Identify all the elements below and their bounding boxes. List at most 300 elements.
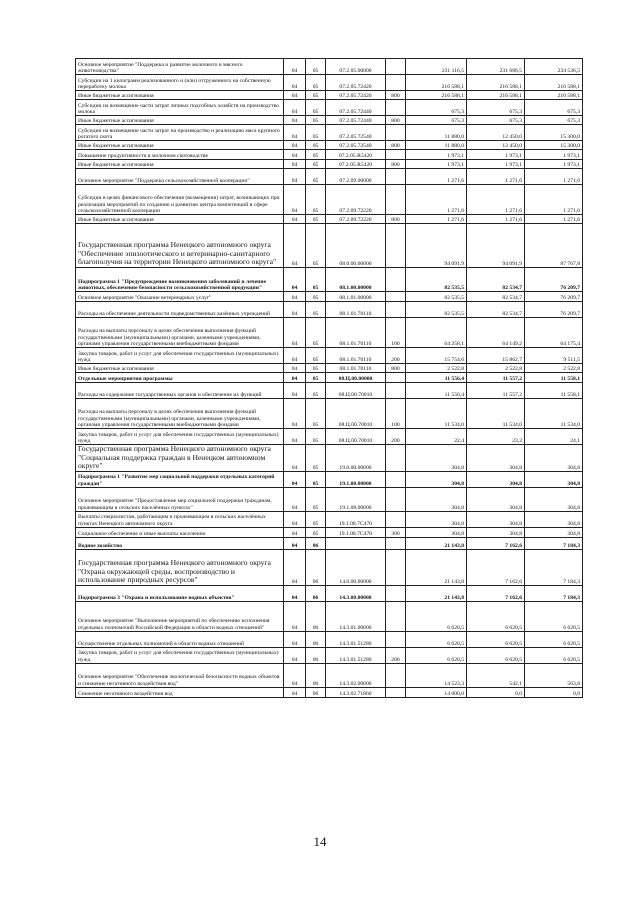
row-name: Отдельные мероприятия программы bbox=[76, 373, 284, 383]
row-amount-year-1: 11 556,4 bbox=[406, 373, 467, 383]
row-section: 04 bbox=[284, 302, 306, 318]
row-target-article: 07.2.05.R5420 bbox=[326, 160, 386, 169]
row-amount-year-2: 11 557,2 bbox=[467, 383, 525, 399]
row-name: Закупка товаров, работ и услуг для обеспечения государственных (муниципальных) нужд bbox=[76, 429, 284, 445]
row-amount-year-1: 11 556,4 bbox=[406, 383, 467, 399]
row-section: 04 bbox=[284, 687, 306, 697]
row-expense-type: 300 bbox=[386, 527, 406, 537]
row-expense-type bbox=[386, 445, 406, 472]
row-expense-type bbox=[386, 687, 406, 697]
row-subsection: 05 bbox=[306, 373, 326, 383]
row-name: Субсидии на возмещение части затрат личных подсобных хозяйств на производство молока bbox=[76, 100, 284, 116]
row-expense-type bbox=[386, 471, 406, 487]
row-amount-year-2: 304,8 bbox=[467, 527, 525, 537]
row-amount-year-2: 304,8 bbox=[467, 511, 525, 527]
row-amount-year-3: 2 522,8 bbox=[525, 364, 583, 373]
row-amount-year-2: 2 522,8 bbox=[467, 364, 525, 373]
row-subsection: 05 bbox=[306, 429, 326, 445]
row-name: Закупка товаров, работ и услуг для обеспечения государственных (муниципальных) нужд bbox=[76, 647, 284, 663]
row-name: Основное мероприятие "Поддержка сельскохозяйственной кооперации" bbox=[76, 169, 284, 185]
table-row bbox=[76, 373, 583, 383]
row-target-article: 19.1.08.7С470 bbox=[326, 527, 386, 537]
table-row bbox=[76, 487, 583, 511]
row-target-article: 19.0.00.00000 bbox=[326, 445, 386, 472]
row-amount-year-1: 82 535,5 bbox=[406, 302, 467, 318]
row-amount-year-1: 1 271,6 bbox=[406, 215, 467, 224]
row-expense-type: 100 bbox=[386, 318, 406, 348]
row-amount-year-2: 6 620,5 bbox=[467, 601, 525, 631]
row-amount-year-1: 675,3 bbox=[406, 116, 467, 125]
table-row bbox=[76, 150, 583, 160]
page-number: 14 bbox=[313, 834, 327, 849]
row-amount-year-3: 7 184,3 bbox=[525, 549, 583, 585]
row-expense-type bbox=[386, 125, 406, 141]
row-target-article: 14.3.02.71860 bbox=[326, 687, 386, 697]
row-name: Субсидии на возмещение части затрат на производство и реализацию мяса крупного рогатого скота bbox=[76, 125, 284, 141]
row-section: 04 bbox=[284, 125, 306, 141]
row-subsection: 05 bbox=[306, 292, 326, 302]
row-name: Основное мероприятие "Выполнение мероприятий по обеспечению исполнения отдельных полномочий Российской Федерации в области водных отношений" bbox=[76, 601, 284, 631]
row-subsection: 05 bbox=[306, 75, 326, 91]
row-target-article: 07.2.05.72540 bbox=[326, 125, 386, 141]
row-section: 04 bbox=[284, 585, 306, 601]
row-section: 04 bbox=[284, 364, 306, 373]
row-amount-year-2: 94 091,9 bbox=[467, 224, 525, 268]
table-row bbox=[76, 100, 583, 116]
row-amount-year-1: 304,8 bbox=[406, 487, 467, 511]
table-row bbox=[76, 185, 583, 215]
row-amount-year-2: 11 534,0 bbox=[467, 399, 525, 429]
row-amount-year-1: 6 620,5 bbox=[406, 601, 467, 631]
row-subsection: 06 bbox=[306, 647, 326, 663]
row-amount-year-3: 15 300,0 bbox=[525, 125, 583, 141]
row-expense-type bbox=[386, 185, 406, 215]
row-amount-year-3: 304,8 bbox=[525, 487, 583, 511]
row-target-article: 14.3.01.51280 bbox=[326, 631, 386, 647]
row-name: Иные бюджетные ассигнования bbox=[76, 364, 284, 373]
row-name: Основное мероприятие "Обеспечение экологической безопасности водных объектов и снижение негативного воздействия вод" bbox=[76, 663, 284, 687]
row-amount-year-3: 11 558,1 bbox=[525, 373, 583, 383]
row-expense-type: 800 bbox=[386, 141, 406, 150]
row-subsection: 06 bbox=[306, 549, 326, 585]
table-row bbox=[76, 511, 583, 527]
row-subsection: 05 bbox=[306, 125, 326, 141]
row-amount-year-2: 82 534,7 bbox=[467, 292, 525, 302]
row-amount-year-3: 1 973,1 bbox=[525, 160, 583, 169]
row-subsection: 05 bbox=[306, 383, 326, 399]
row-section: 04 bbox=[284, 185, 306, 215]
row-section: 04 bbox=[284, 100, 306, 116]
row-amount-year-2: 7 162,6 bbox=[467, 549, 525, 585]
table-row bbox=[76, 215, 583, 224]
row-amount-year-2: 304,8 bbox=[467, 471, 525, 487]
row-target-article: 19.1.08.00000 bbox=[326, 487, 386, 511]
row-amount-year-2: 6 620,5 bbox=[467, 647, 525, 663]
row-amount-year-3: 64 175,4 bbox=[525, 318, 583, 348]
row-amount-year-2: 231 686,5 bbox=[467, 59, 525, 75]
row-amount-year-1: 2 522,8 bbox=[406, 364, 467, 373]
row-amount-year-1: 231 116,5 bbox=[406, 59, 467, 75]
row-subsection: 05 bbox=[306, 445, 326, 472]
row-amount-year-3: 76 209,7 bbox=[525, 292, 583, 302]
row-expense-type bbox=[386, 150, 406, 160]
row-target-article: 07.2.09.72220 bbox=[326, 215, 386, 224]
row-target-article: 07.2.05.R5420 bbox=[326, 150, 386, 160]
row-name: Иные бюджетные ассигнования bbox=[76, 215, 284, 224]
row-amount-year-1: 1 973,1 bbox=[406, 160, 467, 169]
row-name: Повышение продуктивности в молочном скотоводстве bbox=[76, 150, 284, 160]
row-expense-type bbox=[386, 59, 406, 75]
row-amount-year-3: 304,8 bbox=[525, 445, 583, 472]
row-amount-year-2: 1 271,6 bbox=[467, 185, 525, 215]
row-amount-year-2: 6 620,5 bbox=[467, 631, 525, 647]
row-name: Подпрограмма 1 "Предупреждение возникновения заболеваний и лечение животных, обеспечение безопасности сельскохозяйственной продукции" bbox=[76, 268, 284, 292]
row-name: Субсидии в целях финансового обеспечения (возмещения) затрат, возникающих при реализации мероприятий по созданию и развитию центра компетенций в сфере сельскохозяйственной кооперации bbox=[76, 185, 284, 215]
row-amount-year-3: 216 588,1 bbox=[525, 75, 583, 91]
row-amount-year-1: 304,8 bbox=[406, 511, 467, 527]
row-target-article: 08.Ц.00.70010 bbox=[326, 399, 386, 429]
row-amount-year-3: 6 620,5 bbox=[525, 601, 583, 631]
row-target-article: 07.2.05.72540 bbox=[326, 141, 386, 150]
row-amount-year-2: 12 450,0 bbox=[467, 125, 525, 141]
row-subsection: 05 bbox=[306, 141, 326, 150]
row-amount-year-2: 675,3 bbox=[467, 116, 525, 125]
row-name: Субсидии на 1 килограмм реализованного и (или) отгруженного на собственную переработку молока bbox=[76, 75, 284, 91]
row-subsection: 05 bbox=[306, 364, 326, 373]
row-target-article: 07.2.05.72420 bbox=[326, 91, 386, 100]
row-target-article: 08.1.01.00000 bbox=[326, 292, 386, 302]
row-section: 04 bbox=[284, 445, 306, 472]
row-expense-type bbox=[386, 169, 406, 185]
row-target-article: 08.Ц.00.70010 bbox=[326, 429, 386, 445]
row-name: Подпрограмма 3 "Охрана и использование водных объектов" bbox=[76, 585, 284, 601]
row-name: Водное хозяйство bbox=[76, 537, 284, 549]
row-subsection: 05 bbox=[306, 511, 326, 527]
row-expense-type: 800 bbox=[386, 215, 406, 224]
table-row bbox=[76, 348, 583, 364]
row-name: Расходы на выплаты персоналу в целях обеспечения выполнения функций государственными (муниципальными) органами, казенными учреждениями, органами управления государственными внебюджетными фондами bbox=[76, 318, 284, 348]
row-expense-type bbox=[386, 511, 406, 527]
row-expense-type bbox=[386, 75, 406, 91]
table-row bbox=[76, 169, 583, 185]
row-subsection: 05 bbox=[306, 527, 326, 537]
table-row bbox=[76, 75, 583, 91]
row-target-article: 08.0.00.00000 bbox=[326, 224, 386, 268]
row-name: Осуществление отдельных полномочий в области водных отношений bbox=[76, 631, 284, 647]
row-section: 04 bbox=[284, 527, 306, 537]
row-name: Иные бюджетные ассигнования bbox=[76, 160, 284, 169]
row-amount-year-2: 1 973,1 bbox=[467, 160, 525, 169]
row-name: Социальное обеспечение и иные выплаты населению bbox=[76, 527, 284, 537]
row-target-article: 07.2.05.72420 bbox=[326, 75, 386, 91]
row-subsection: 05 bbox=[306, 318, 326, 348]
row-amount-year-3: 6 620,5 bbox=[525, 631, 583, 647]
row-section: 04 bbox=[284, 318, 306, 348]
row-amount-year-3: 304,8 bbox=[525, 511, 583, 527]
row-subsection: 05 bbox=[306, 160, 326, 169]
row-expense-type bbox=[386, 383, 406, 399]
table-row bbox=[76, 663, 583, 687]
row-section: 04 bbox=[284, 373, 306, 383]
row-target-article: 08.1.01.70110 bbox=[326, 364, 386, 373]
row-subsection: 06 bbox=[306, 687, 326, 697]
row-target-article: 08.1.01.70110 bbox=[326, 302, 386, 318]
row-subsection: 05 bbox=[306, 150, 326, 160]
row-amount-year-1: 64 258,1 bbox=[406, 318, 467, 348]
row-expense-type bbox=[386, 663, 406, 687]
row-amount-year-3: 11 558,1 bbox=[525, 383, 583, 399]
row-amount-year-1: 11 880,0 bbox=[406, 141, 467, 150]
table-row bbox=[76, 318, 583, 348]
row-name: Государственная программа Ненецкого автономного округа "Социальная поддержка граждан в Ненецком автономном округе" bbox=[76, 445, 284, 472]
table-row bbox=[76, 687, 583, 697]
row-target-article: 07.2.09.00000 bbox=[326, 169, 386, 185]
row-section: 04 bbox=[284, 150, 306, 160]
row-subsection: 05 bbox=[306, 224, 326, 268]
table-row bbox=[76, 631, 583, 647]
row-name: Выплаты специалистам, работающим и проживающим в сельских населённых пунктах Ненецкого автономного округа bbox=[76, 511, 284, 527]
row-amount-year-1: 11 534,0 bbox=[406, 399, 467, 429]
row-expense-type bbox=[386, 585, 406, 601]
row-expense-type bbox=[386, 631, 406, 647]
row-amount-year-2: 216 588,1 bbox=[467, 75, 525, 91]
row-amount-year-3: 1 271,6 bbox=[525, 169, 583, 185]
table-row bbox=[76, 116, 583, 125]
row-amount-year-2: 1 271,6 bbox=[467, 169, 525, 185]
row-amount-year-3: 76 209,7 bbox=[525, 302, 583, 318]
table-row bbox=[76, 399, 583, 429]
row-amount-year-2: 11 557,2 bbox=[467, 373, 525, 383]
row-name: Государственная программа Ненецкого автономного округа "Обеспечение эпизоотического и ветеринарно-санитарного благополучия на территории Ненецкого автономного округа" bbox=[76, 224, 284, 268]
row-amount-year-1: 11 880,0 bbox=[406, 125, 467, 141]
row-subsection: 05 bbox=[306, 100, 326, 116]
row-section: 04 bbox=[284, 631, 306, 647]
row-target-article: 07.2.05.72440 bbox=[326, 100, 386, 116]
table-row bbox=[76, 302, 583, 318]
table-row bbox=[76, 585, 583, 601]
row-subsection: 05 bbox=[306, 348, 326, 364]
row-section: 04 bbox=[284, 116, 306, 125]
row-section: 04 bbox=[284, 75, 306, 91]
row-amount-year-2: 1 973,1 bbox=[467, 150, 525, 160]
row-amount-year-3: 7 184,3 bbox=[525, 585, 583, 601]
row-amount-year-3: 76 209,7 bbox=[525, 268, 583, 292]
row-subsection: 06 bbox=[306, 631, 326, 647]
row-section: 04 bbox=[284, 601, 306, 631]
row-amount-year-2: 7 162,6 bbox=[467, 537, 525, 549]
table-row bbox=[76, 429, 583, 445]
row-section: 04 bbox=[284, 141, 306, 150]
table-row bbox=[76, 601, 583, 631]
table-row bbox=[76, 364, 583, 373]
row-amount-year-2: 7 162,6 bbox=[467, 585, 525, 601]
row-amount-year-1: 216 588,1 bbox=[406, 91, 467, 100]
table-row bbox=[76, 224, 583, 268]
row-subsection: 05 bbox=[306, 302, 326, 318]
row-target-article: 07.2.09.72220 bbox=[326, 185, 386, 215]
row-name: Закупка товаров, работ и услуг для обеспечения государственных (муниципальных) нужд bbox=[76, 348, 284, 364]
row-amount-year-3: 24,1 bbox=[525, 429, 583, 445]
row-amount-year-2: 542,1 bbox=[467, 663, 525, 687]
row-subsection: 05 bbox=[306, 169, 326, 185]
row-expense-type: 800 bbox=[386, 160, 406, 169]
row-expense-type: 800 bbox=[386, 364, 406, 373]
row-amount-year-1: 82 535,5 bbox=[406, 268, 467, 292]
row-name: Основное мероприятие "Оказание ветеринарных услуг" bbox=[76, 292, 284, 302]
row-section: 04 bbox=[284, 511, 306, 527]
row-amount-year-1: 21 143,8 bbox=[406, 537, 467, 549]
row-expense-type bbox=[386, 601, 406, 631]
budget-table-body bbox=[76, 59, 583, 698]
row-expense-type bbox=[386, 373, 406, 383]
row-section: 04 bbox=[284, 471, 306, 487]
row-target-article: 07.2.05.00000 bbox=[326, 59, 386, 75]
row-section: 04 bbox=[284, 292, 306, 302]
row-amount-year-1: 21 143,8 bbox=[406, 549, 467, 585]
row-expense-type: 800 bbox=[386, 91, 406, 100]
row-target-article: 08.Ц.00.70010 bbox=[326, 383, 386, 399]
row-amount-year-1: 6 620,5 bbox=[406, 631, 467, 647]
row-target-article: 14.3.01.00000 bbox=[326, 601, 386, 631]
row-subsection: 05 bbox=[306, 215, 326, 224]
row-subsection: 05 bbox=[306, 91, 326, 100]
row-amount-year-2: 675,3 bbox=[467, 100, 525, 116]
row-expense-type bbox=[386, 292, 406, 302]
row-target-article: 14.3.01.51280 bbox=[326, 647, 386, 663]
row-name: Иные бюджетные ассигнования bbox=[76, 91, 284, 100]
row-section: 04 bbox=[284, 215, 306, 224]
row-subsection: 06 bbox=[306, 601, 326, 631]
row-expense-type: 100 bbox=[386, 399, 406, 429]
table-row bbox=[76, 383, 583, 399]
row-expense-type: 200 bbox=[386, 647, 406, 663]
row-amount-year-3: 9 511,5 bbox=[525, 348, 583, 364]
table-row bbox=[76, 59, 583, 75]
row-amount-year-1: 304,8 bbox=[406, 445, 467, 472]
row-amount-year-2: 82 534,7 bbox=[467, 302, 525, 318]
row-target-article: 14.3.02.00000 bbox=[326, 663, 386, 687]
row-expense-type bbox=[386, 100, 406, 116]
row-amount-year-1: 216 588,1 bbox=[406, 75, 467, 91]
row-amount-year-1: 14 523,3 bbox=[406, 663, 467, 687]
row-amount-year-1: 21 143,8 bbox=[406, 585, 467, 601]
row-subsection: 05 bbox=[306, 471, 326, 487]
row-target-article: 08.Ц.00.00000 bbox=[326, 373, 386, 383]
table-row bbox=[76, 160, 583, 169]
row-expense-type bbox=[386, 487, 406, 511]
row-target-article: 08.1.01.70110 bbox=[326, 348, 386, 364]
row-amount-year-3: 1 973,1 bbox=[525, 150, 583, 160]
row-target-article: 08.1.01.70110 bbox=[326, 318, 386, 348]
row-name: Подпрограмма 1 "Развитие мер социальной поддержки отдельных категорий граждан" bbox=[76, 471, 284, 487]
table-row bbox=[76, 549, 583, 585]
row-section: 04 bbox=[284, 429, 306, 445]
row-amount-year-3: 0,0 bbox=[525, 687, 583, 697]
row-amount-year-1: 14 000,0 bbox=[406, 687, 467, 697]
row-amount-year-2: 0,0 bbox=[467, 687, 525, 697]
row-amount-year-1: 94 091,9 bbox=[406, 224, 467, 268]
row-section: 04 bbox=[284, 224, 306, 268]
row-amount-year-1: 1 271,6 bbox=[406, 185, 467, 215]
row-expense-type bbox=[386, 268, 406, 292]
row-section: 04 bbox=[284, 487, 306, 511]
row-amount-year-2: 1 271,6 bbox=[467, 215, 525, 224]
table-row bbox=[76, 141, 583, 150]
row-section: 04 bbox=[284, 91, 306, 100]
table-row bbox=[76, 268, 583, 292]
row-amount-year-2: 12 450,0 bbox=[467, 141, 525, 150]
row-expense-type bbox=[386, 549, 406, 585]
table-row bbox=[76, 445, 583, 472]
row-subsection: 05 bbox=[306, 59, 326, 75]
row-name: Основное мероприятие "Предоставление мер социальной поддержки гражданам, проживающим в сельских населённых пунктах" bbox=[76, 487, 284, 511]
row-name: Снижение негативного воздействия вод bbox=[76, 687, 284, 697]
table-row bbox=[76, 527, 583, 537]
row-amount-year-3: 234 536,5 bbox=[525, 59, 583, 75]
row-name: Основное мероприятие "Поддержка и развитие молочного и мясного животноводства" bbox=[76, 59, 284, 75]
row-expense-type bbox=[386, 302, 406, 318]
row-amount-year-2: 304,8 bbox=[467, 487, 525, 511]
row-amount-year-3: 675,3 bbox=[525, 116, 583, 125]
row-subsection: 06 bbox=[306, 663, 326, 687]
row-amount-year-3: 7 184,3 bbox=[525, 537, 583, 549]
row-amount-year-3: 6 620,5 bbox=[525, 647, 583, 663]
row-amount-year-1: 1 973,1 bbox=[406, 150, 467, 160]
row-amount-year-3: 563,8 bbox=[525, 663, 583, 687]
row-section: 04 bbox=[284, 383, 306, 399]
row-amount-year-3: 1 271,6 bbox=[525, 215, 583, 224]
row-amount-year-3: 15 300,0 bbox=[525, 141, 583, 150]
row-section: 04 bbox=[284, 647, 306, 663]
row-amount-year-2: 216 588,1 bbox=[467, 91, 525, 100]
table-row bbox=[76, 471, 583, 487]
row-name: Расходы на выплаты персоналу в целях обеспечения выполнения функций государственными (муниципальными) органами, казенными учреждениями, органами управления государственными внебюджетными фондами bbox=[76, 399, 284, 429]
row-target-article: 14.3.00.00000 bbox=[326, 585, 386, 601]
row-amount-year-1: 1 271,6 bbox=[406, 169, 467, 185]
row-name: Расходы на содержание государственных органов и обеспечение их функций bbox=[76, 383, 284, 399]
row-amount-year-2: 15 862,7 bbox=[467, 348, 525, 364]
row-amount-year-3: 1 271,6 bbox=[525, 185, 583, 215]
row-name: Иные бюджетные ассигнования bbox=[76, 116, 284, 125]
row-amount-year-1: 304,8 bbox=[406, 471, 467, 487]
row-subsection: 05 bbox=[306, 399, 326, 429]
row-expense-type bbox=[386, 537, 406, 549]
row-section: 04 bbox=[284, 399, 306, 429]
table-row bbox=[76, 647, 583, 663]
row-expense-type bbox=[386, 224, 406, 268]
row-amount-year-1: 22,4 bbox=[406, 429, 467, 445]
row-section: 04 bbox=[284, 268, 306, 292]
row-target-article: 19.1.08.7С470 bbox=[326, 511, 386, 527]
row-amount-year-3: 304,8 bbox=[525, 527, 583, 537]
row-target-article: 08.1.00.00000 bbox=[326, 268, 386, 292]
row-amount-year-3: 304,8 bbox=[525, 471, 583, 487]
row-target-article: 07.2.05.72440 bbox=[326, 116, 386, 125]
row-amount-year-3: 675,3 bbox=[525, 100, 583, 116]
row-amount-year-3: 87 767,8 bbox=[525, 224, 583, 268]
row-subsection: 06 bbox=[306, 585, 326, 601]
row-amount-year-1: 82 535,5 bbox=[406, 292, 467, 302]
row-amount-year-2: 82 534,7 bbox=[467, 268, 525, 292]
row-amount-year-2: 64 149,2 bbox=[467, 318, 525, 348]
row-subsection: 06 bbox=[306, 537, 326, 549]
row-name: Иные бюджетные ассигнования bbox=[76, 141, 284, 150]
row-name: Государственная программа Ненецкого автономного округа "Охрана окружающей среды, воспроизводство и использование природных ресурсов" bbox=[76, 549, 284, 585]
table-row bbox=[76, 91, 583, 100]
row-subsection: 05 bbox=[306, 268, 326, 292]
row-amount-year-1: 675,3 bbox=[406, 100, 467, 116]
table-row bbox=[76, 537, 583, 549]
